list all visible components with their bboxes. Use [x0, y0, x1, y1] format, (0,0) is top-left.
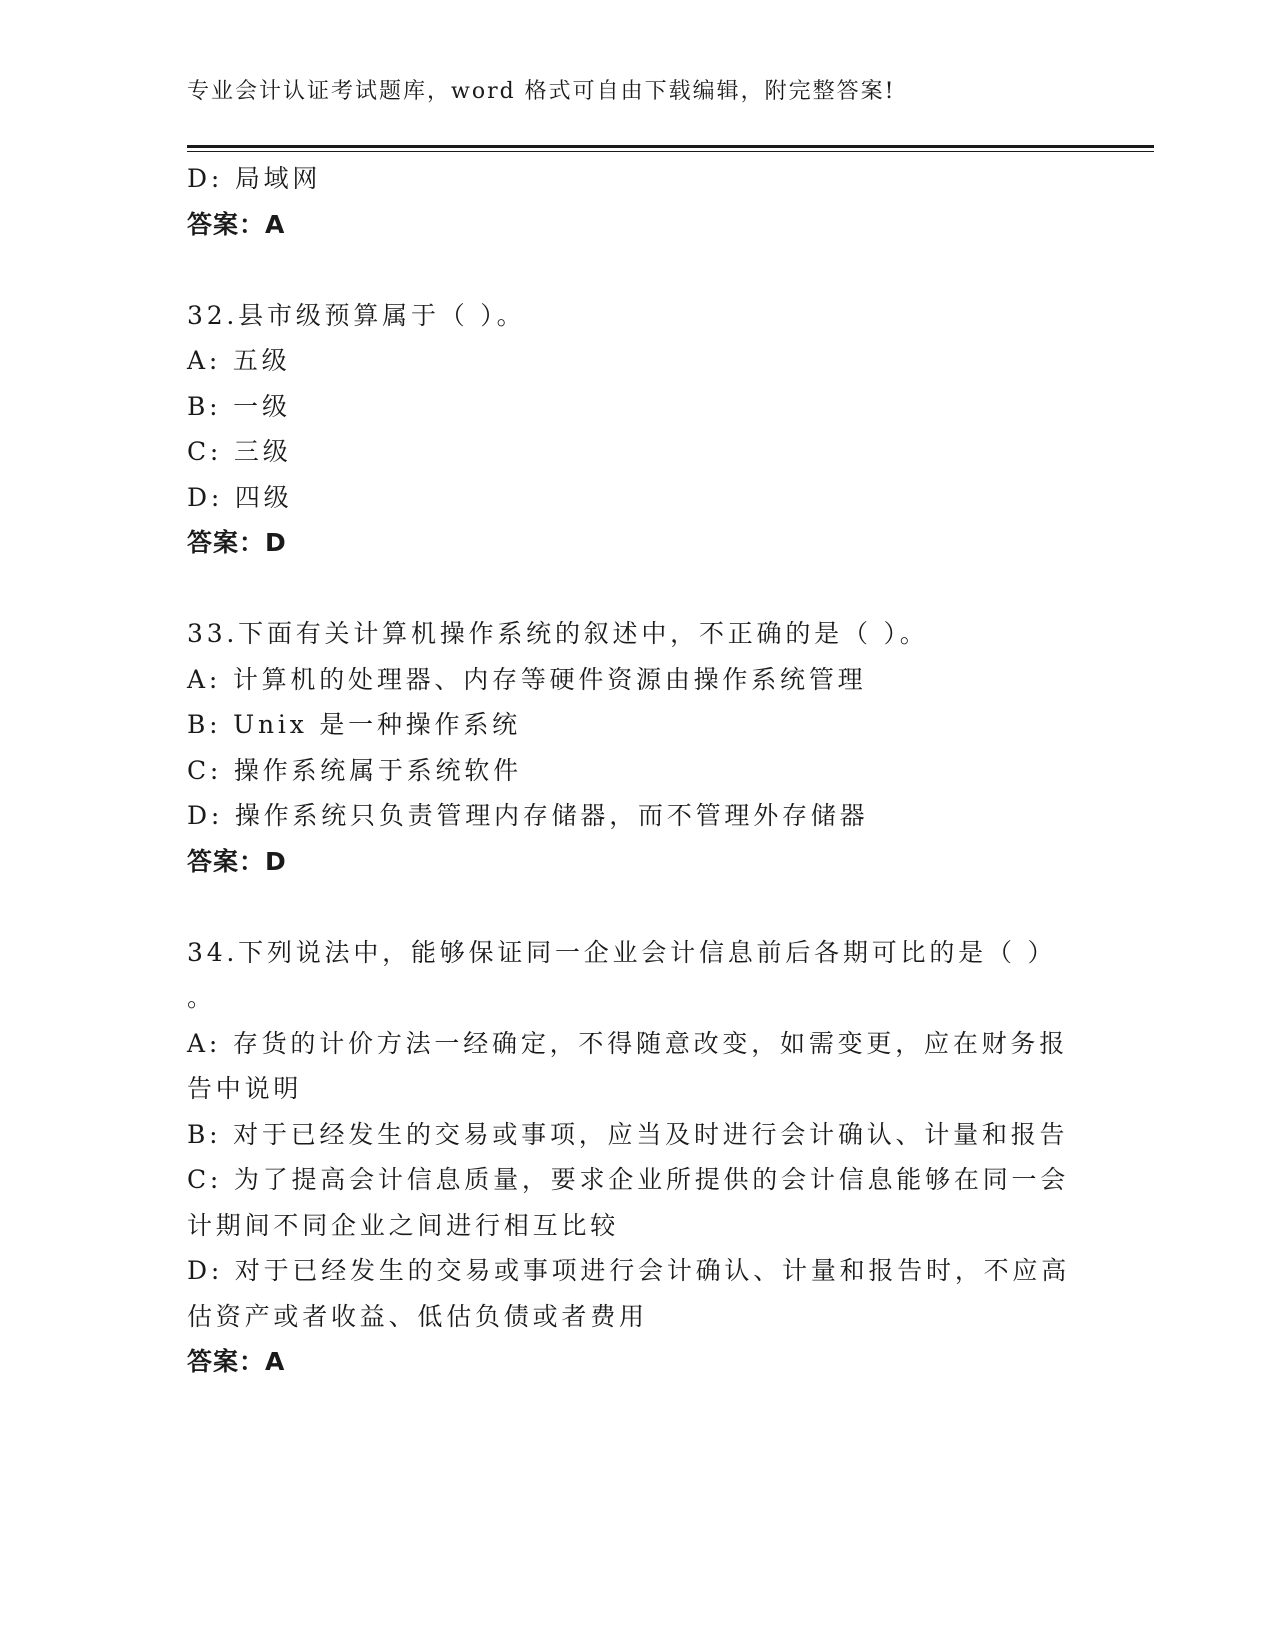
- q34-option-d-line2: 估资产或者收益、低估负债或者费用: [187, 1301, 648, 1331]
- q34-stem-line1: 34.下列说法中，能够保证同一企业会计信息前后各期可比的是（ ）: [187, 937, 1057, 967]
- q34-option-a-line2: 告中说明: [187, 1074, 303, 1103]
- q33-option-c: C: 操作系统属于系统软件: [187, 755, 522, 785]
- q33-option-a: A: 计算机的处理器、内存等硬件资源由操作系统管理: [187, 664, 867, 694]
- prev-option-d: D: 局域网: [187, 164, 322, 193]
- q34-option-c-line2: 计期间不同企业之间进行相互比较: [187, 1210, 620, 1240]
- q34-answer: 答案：A: [187, 1347, 286, 1376]
- question-content: [187, 156, 1087, 1385]
- q33-answer: 答案：D: [187, 846, 287, 876]
- q32-option-a: A: 五级: [187, 346, 291, 375]
- q34-stem-line2: 。: [187, 983, 216, 1012]
- q32-option-c: C: 三级: [187, 437, 292, 466]
- q32-answer: 答案：D: [187, 528, 287, 557]
- spacer: [187, 884, 1087, 930]
- q34-option-d-line1: D: 对于已经发生的交易或事项进行会计确认、计量和报告时，不应高: [187, 1256, 1071, 1285]
- q33-option-b: B: Unix 是一种操作系统: [187, 710, 521, 739]
- spacer: [187, 566, 1087, 612]
- q34-option-a-line1: A: 存货的计价方法一经确定，不得随意改变，如需变更，应在财务报: [187, 1028, 1069, 1058]
- header-rule-thin: [187, 151, 1154, 152]
- q33-stem: 33.下面有关计算机操作系统的叙述中，不正确的是（ ）。: [187, 619, 929, 648]
- page-header: 专业会计认证考试题库，word 格式可自由下载编辑，附完整答案!: [187, 79, 896, 104]
- q32-option-b: B: 一级: [187, 391, 291, 421]
- prev-answer: 答案：A: [187, 209, 286, 239]
- q33-option-d: D: 操作系统只负责管理内存储器，而不管理外存储器: [187, 801, 869, 830]
- q32-option-d: D: 四级: [187, 482, 293, 512]
- spacer: [187, 247, 1087, 293]
- q32-stem: 32.县市级预算属于（ ）。: [187, 300, 526, 330]
- q34-option-b: B: 对于已经发生的交易或事项，应当及时进行会计确认、计量和报告: [187, 1119, 1069, 1149]
- header-rule-thick: [187, 145, 1154, 148]
- q34-option-c-line1: C: 为了提高会计信息质量，要求企业所提供的会计信息能够在同一会: [187, 1165, 1070, 1194]
